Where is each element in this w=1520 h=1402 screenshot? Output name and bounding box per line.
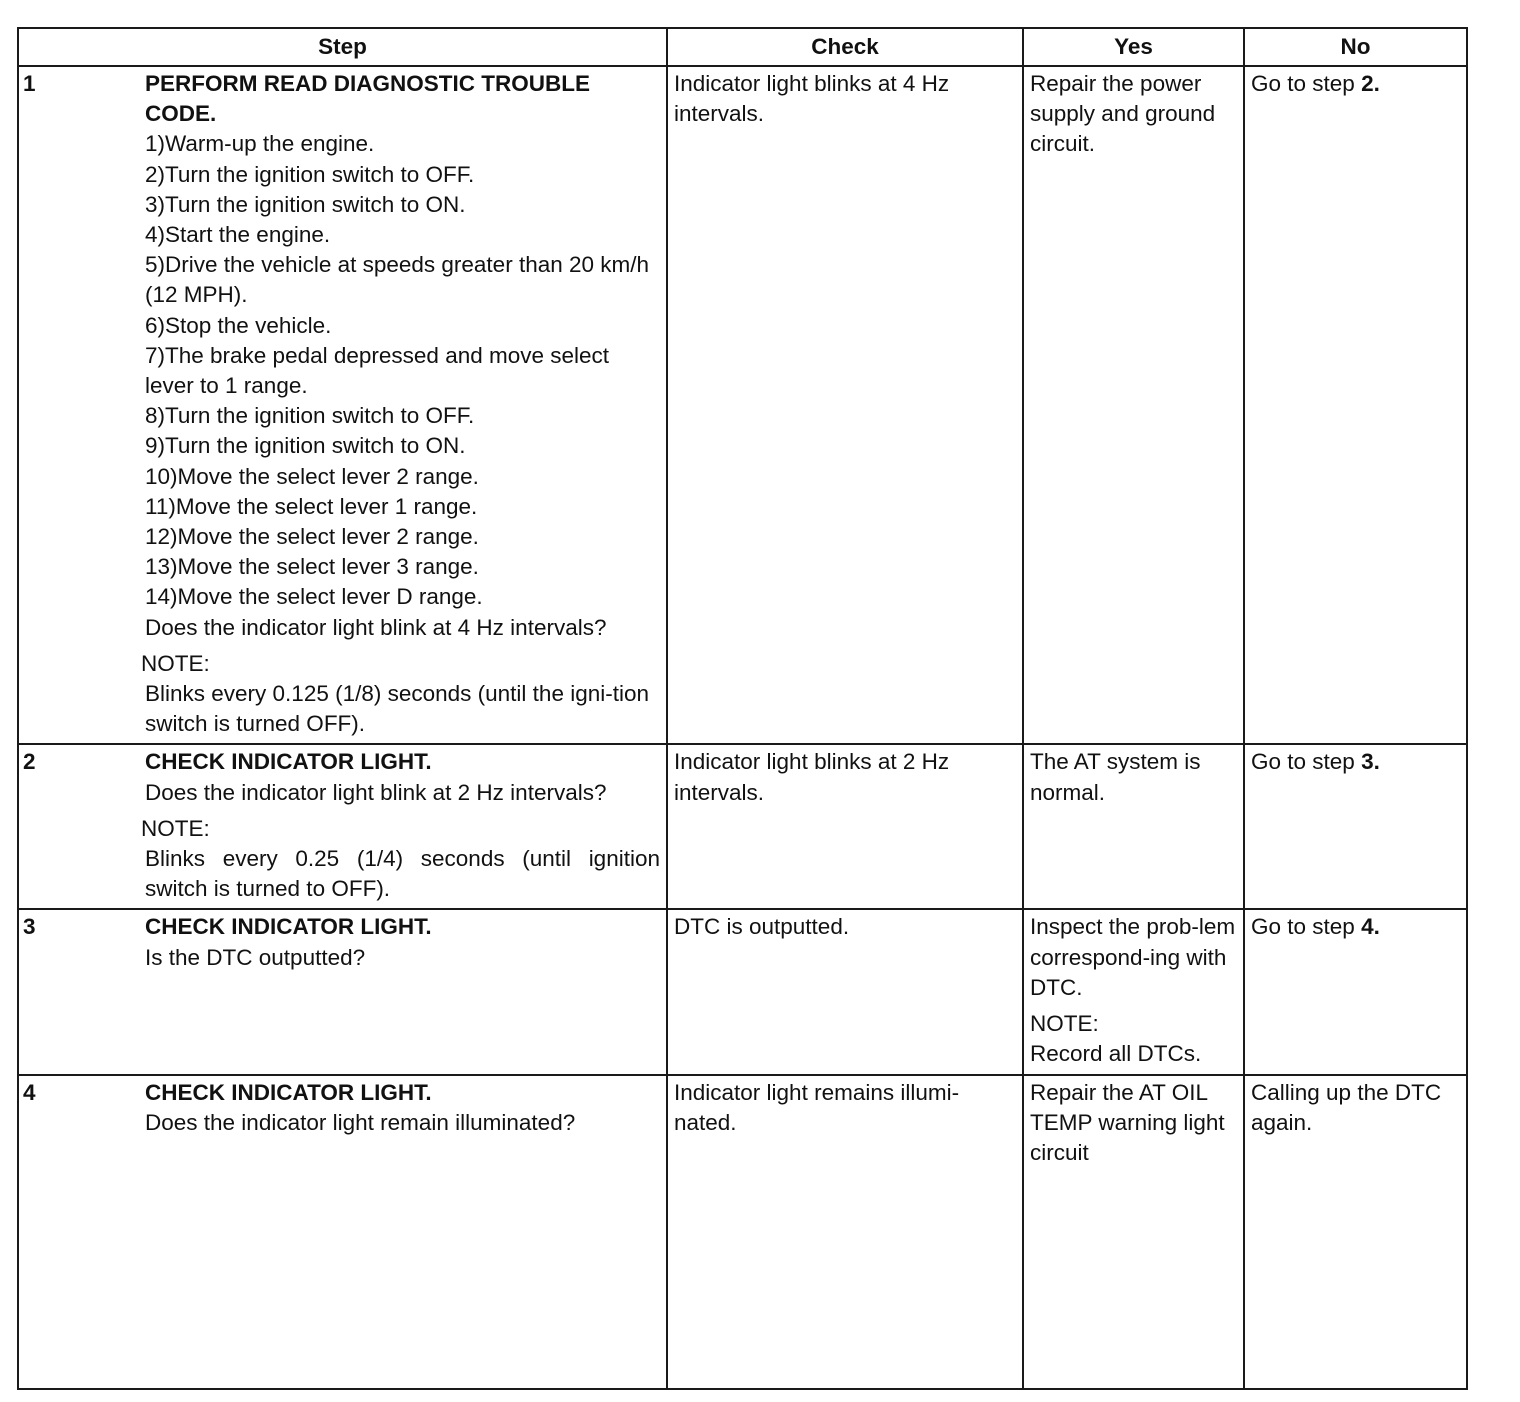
note-label: NOTE: <box>141 650 210 676</box>
header-row <box>18 28 1467 66</box>
no-cell <box>1244 909 1467 1074</box>
step-line: 3)Turn the ignition switch to ON. <box>145 191 466 217</box>
yes-cell: Repair the power supply and ground circuit. <box>1023 66 1244 744</box>
step-line: 12)Move the select lever 2 range. <box>145 524 479 550</box>
check-cell: Indicator light blinks at 4 Hz intervals. <box>667 66 1023 744</box>
no-cell <box>1244 744 1467 909</box>
note <box>141 814 660 905</box>
step-title: CHECK INDICATOR LIGHT. <box>145 749 432 775</box>
step-question: Is the DTC outputted? <box>145 944 366 970</box>
diagnostic-table <box>17 27 1468 1390</box>
no-step-number: 3. <box>1361 749 1380 775</box>
step-line: 5)Drive the vehicle at speeds greater than 20 km/h (12 MPH). <box>145 252 650 308</box>
yes-cell <box>1023 909 1244 1074</box>
no-cell: Calling up the DTC again. <box>1244 1075 1467 1389</box>
step-line: 2)Turn the ignition switch to OFF. <box>145 161 475 187</box>
step-title: CHECK INDICATOR LIGHT. <box>145 1079 432 1105</box>
step-line: 8)Turn the ignition switch to OFF. <box>145 403 475 429</box>
header-yes: Yes <box>1023 28 1244 66</box>
note-label: NOTE: <box>1030 1011 1099 1037</box>
yes-text: Inspect the prob-lem correspond-ing with DTC. <box>1030 914 1236 1000</box>
step-number: 3 <box>23 914 36 940</box>
table-row-step-2 <box>18 744 1467 909</box>
yes-cell: The AT system is normal. <box>1023 744 1244 909</box>
step-line: 7)The brake pedal depressed and move select lever to 1 range. <box>145 342 610 399</box>
step-line: 9)Turn the ignition switch to ON. <box>145 433 466 459</box>
no-step-number: 4. <box>1361 914 1380 940</box>
step-number: 1 <box>23 71 36 96</box>
note-text: Record all DTCs. <box>1030 1041 1202 1067</box>
table-row-step-1 <box>18 66 1467 744</box>
no-step-number: 2. <box>1361 71 1380 96</box>
note-text: Blinks every 0.25 (1/4) seconds (until ignition switch is turned to OFF). <box>145 846 660 902</box>
check-cell: Indicator light remains illumi-nated. <box>667 1075 1023 1389</box>
step-question: Does the indicator light blink at 4 Hz intervals? <box>145 614 607 640</box>
no-text: Go to step <box>1251 914 1362 940</box>
note-text: Blinks every 0.125 (1/8) seconds (until the igni-tion switch is turned OFF). <box>145 681 650 737</box>
step-cell <box>18 1075 667 1389</box>
note <box>1030 1009 1237 1069</box>
step-cell <box>18 909 667 1074</box>
header-step: Step <box>18 28 667 66</box>
step-cell <box>18 744 667 909</box>
header-check: Check <box>667 28 1023 66</box>
yes-cell: Repair the AT OIL TEMP warning light circuit <box>1023 1075 1244 1389</box>
table-row-step-3 <box>18 909 1467 1074</box>
check-cell: DTC is outputted. <box>667 909 1023 1074</box>
no-text: Go to step <box>1251 71 1362 96</box>
step-number: 4 <box>23 1079 36 1105</box>
step-line: 4)Start the engine. <box>145 222 331 248</box>
step-line: 13)Move the select lever 3 range. <box>145 554 479 580</box>
step-line: 1)Warm-up the engine. <box>145 131 375 157</box>
check-cell: Indicator light blinks at 2 Hz intervals. <box>667 744 1023 909</box>
step-line: 14)Move the select lever D range. <box>145 584 483 610</box>
table-row-step-4 <box>18 1075 1467 1389</box>
step-question: Does the indicator light blink at 2 Hz intervals? <box>145 779 607 805</box>
step-title: PERFORM READ DIAGNOSTIC TROUBLE CODE. <box>145 71 591 127</box>
step-question: Does the indicator light remain illuminated? <box>145 1109 576 1135</box>
step-line: 11)Move the select lever 1 range. <box>145 493 478 519</box>
step-title: CHECK INDICATOR LIGHT. <box>145 914 432 940</box>
step-cell <box>18 66 667 744</box>
step-line: 6)Stop the vehicle. <box>145 312 332 338</box>
step-line: 10)Move the select lever 2 range. <box>145 463 479 489</box>
no-text: Go to step <box>1251 749 1362 775</box>
step-number: 2 <box>23 749 36 775</box>
no-cell <box>1244 66 1467 744</box>
header-no: No <box>1244 28 1467 66</box>
note-label: NOTE: <box>141 815 210 841</box>
note <box>141 649 660 740</box>
